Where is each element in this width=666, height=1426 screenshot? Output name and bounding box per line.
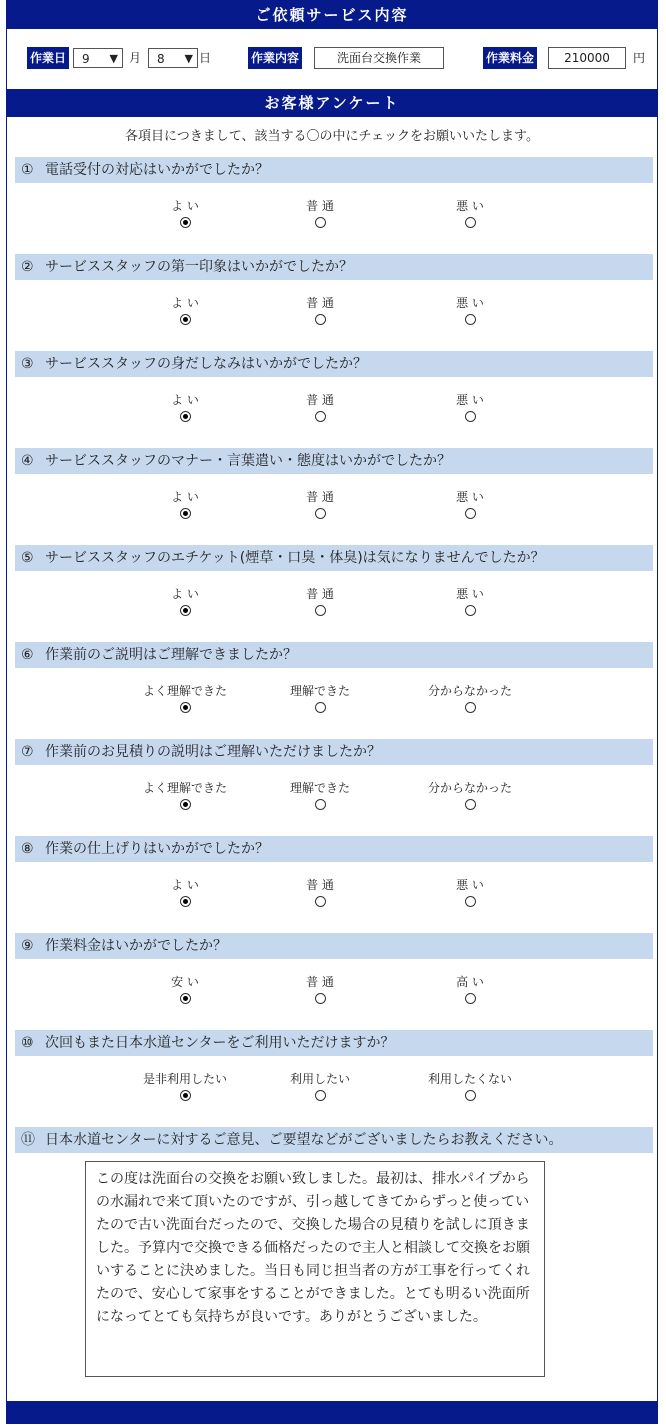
radio-button[interactable] <box>315 411 326 422</box>
answer-label: よ い <box>171 199 199 213</box>
service-details <box>7 29 657 89</box>
question-6 <box>15 642 653 668</box>
answer-option[interactable] <box>405 294 535 325</box>
work-fee-label: 作業料金 <box>483 47 537 69</box>
answer-option[interactable] <box>405 1070 535 1101</box>
answer-label: 悪 い <box>456 878 484 892</box>
radio-button[interactable] <box>465 1090 476 1101</box>
answer-option[interactable] <box>120 1070 250 1101</box>
answer-label: 高 い <box>456 975 484 989</box>
answer-label: よ い <box>171 878 199 892</box>
question-text: サービススタッフのエチケット(煙草・口臭・体臭)は気になりませんでしたか？ <box>45 550 545 566</box>
radio-button[interactable] <box>465 314 476 325</box>
answer-label: よ い <box>171 393 199 407</box>
question-number: ② <box>21 259 34 275</box>
answer-option[interactable] <box>120 585 250 616</box>
question-2 <box>15 254 653 280</box>
question-number: ④ <box>21 453 34 469</box>
comment-textarea[interactable]: この度は洗面台の交換をお願い致しました。最初は、排水パイプからの水漏れで来て頂いたのですが、引っ越してきてからずっと使っていたので古い洗面台だったので、交換した場合の見積りを試しに頂きました。予算内で交換できる価格だったので主人と相談して交換をお願いすることに決めました。当日も同じ担当者の方が工事を行ってくれたので、安心して家事をすることができました。とても明るい洗面所になってとても気持ちが良いです。ありがとうございました。 <box>85 1161 545 1377</box>
answer-label: よ い <box>171 490 199 504</box>
radio-button[interactable] <box>180 411 191 422</box>
answer-label: よく理解できた <box>142 684 227 698</box>
question-4 <box>15 448 653 474</box>
radio-button[interactable] <box>465 993 476 1004</box>
question-text: 電話受付の対応はいかがでしたか？ <box>45 162 269 178</box>
answer-label: 普 通 <box>306 878 334 892</box>
answer-option[interactable] <box>405 876 535 907</box>
answer-option[interactable] <box>405 585 535 616</box>
question-text: 日本水道センターに対するご意見、ご要望などがございましたらお教えください。 <box>45 1132 563 1148</box>
answer-option[interactable] <box>255 585 385 616</box>
answer-label: 理解できた <box>289 684 350 698</box>
question-7 <box>15 739 653 765</box>
radio-button[interactable] <box>315 993 326 1004</box>
answer-option[interactable] <box>255 197 385 228</box>
answer-option[interactable] <box>255 973 385 1004</box>
question-9 <box>15 933 653 959</box>
question-number: ⑨ <box>21 938 34 954</box>
work-content-label: 作業内容 <box>248 47 302 69</box>
month-value: 9 <box>82 52 90 66</box>
radio-button[interactable] <box>180 702 191 713</box>
survey-instructions: 各項目につきまして、該当する〇の中にチェックをお願いいたします。 <box>124 129 540 144</box>
answer-label: 理解できた <box>289 781 350 795</box>
question-text: 作業前のご説明はご理解できましたか？ <box>45 647 297 663</box>
question-1 <box>15 157 653 183</box>
answer-option[interactable] <box>255 779 385 810</box>
answer-option[interactable] <box>405 973 535 1004</box>
answer-option[interactable] <box>120 197 250 228</box>
question-3 <box>15 351 653 377</box>
radio-button[interactable] <box>315 605 326 616</box>
answer-option[interactable] <box>405 391 535 422</box>
answer-label: 普 通 <box>306 587 334 601</box>
answer-label: 是非利用したい <box>142 1072 227 1086</box>
answer-option[interactable] <box>405 197 535 228</box>
work-date-label: 作業日 <box>27 47 69 69</box>
radio-button[interactable] <box>180 993 191 1004</box>
radio-button[interactable] <box>315 1090 326 1101</box>
answer-label: 普 通 <box>306 296 334 310</box>
service-header: ご依頼サービス内容 <box>7 1 657 29</box>
question-text: 次回もまた日本水道センターをご利用いただけますか？ <box>45 1035 395 1051</box>
answer-option[interactable] <box>120 294 250 325</box>
radio-button[interactable] <box>180 799 191 810</box>
question-number: ⑤ <box>21 550 34 566</box>
footer-bar <box>7 1401 657 1423</box>
radio-button[interactable] <box>465 217 476 228</box>
answer-label: 分からなかった <box>427 781 512 795</box>
question-10 <box>15 1030 653 1056</box>
answer-label: 普 通 <box>306 975 334 989</box>
answer-option[interactable] <box>120 876 250 907</box>
question-8 <box>15 836 653 862</box>
question-text: 作業の仕上げりはいかがでしたか？ <box>45 841 269 857</box>
answer-label: 利用したくない <box>427 1072 512 1086</box>
answer-option[interactable] <box>120 488 250 519</box>
answer-label: よく理解できた <box>142 781 227 795</box>
answer-label: 普 通 <box>306 199 334 213</box>
radio-button[interactable] <box>180 1090 191 1101</box>
radio-button[interactable] <box>315 314 326 325</box>
radio-button[interactable] <box>465 896 476 907</box>
answer-option[interactable] <box>405 682 535 713</box>
answer-label: 悪 い <box>456 296 484 310</box>
month-select[interactable] <box>73 48 123 68</box>
question-number: ⑩ <box>21 1035 34 1051</box>
answer-option[interactable] <box>120 779 250 810</box>
question-text: 作業前のお見積りの説明はご理解いただけましたか？ <box>45 744 381 760</box>
answer-option[interactable] <box>120 973 250 1004</box>
radio-button[interactable] <box>465 702 476 713</box>
answer-label: 利用したい <box>289 1072 350 1086</box>
question-5 <box>15 545 653 571</box>
radio-button[interactable] <box>180 314 191 325</box>
radio-button[interactable] <box>465 411 476 422</box>
question-text: サービススタッフの身だしなみはいかがでしたか？ <box>45 356 367 372</box>
radio-button[interactable] <box>180 605 191 616</box>
work-fee-field[interactable]: 210000 <box>548 47 626 69</box>
answer-label: 悪 い <box>456 490 484 504</box>
day-unit: 日 <box>199 51 212 65</box>
question-text: 作業料金はいかがでしたか？ <box>45 938 227 954</box>
survey-header: お客様アンケート <box>7 89 657 117</box>
answer-option[interactable] <box>405 488 535 519</box>
chevron-down-icon: ▼ <box>109 52 118 65</box>
radio-button[interactable] <box>465 605 476 616</box>
answer-option[interactable] <box>255 391 385 422</box>
answer-option[interactable] <box>120 391 250 422</box>
answer-label: 安 い <box>171 975 199 989</box>
answer-option[interactable] <box>120 682 250 713</box>
answer-label: 悪 い <box>456 587 484 601</box>
answer-label: 悪 い <box>456 393 484 407</box>
question-number: ⑪ <box>21 1132 35 1148</box>
radio-button[interactable] <box>315 217 326 228</box>
answer-option[interactable] <box>255 294 385 325</box>
answer-label: 普 通 <box>306 490 334 504</box>
answer-option[interactable] <box>405 779 535 810</box>
answer-label: よ い <box>171 587 199 601</box>
answer-label: よ い <box>171 296 199 310</box>
day-select[interactable] <box>148 48 198 68</box>
question-text: サービススタッフの第一印象はいかがでしたか？ <box>45 259 353 275</box>
radio-button[interactable] <box>315 508 326 519</box>
answer-option[interactable] <box>255 682 385 713</box>
question-number: ⑦ <box>21 744 34 760</box>
month-unit: 月 <box>129 51 142 65</box>
question-number: ⑧ <box>21 841 34 857</box>
survey-frame <box>6 0 658 1424</box>
radio-button[interactable] <box>180 217 191 228</box>
fee-unit: 円 <box>633 51 646 65</box>
chevron-down-icon: ▼ <box>184 52 193 65</box>
work-content-field[interactable]: 洗面台交換作業 <box>314 47 444 69</box>
question-number: ③ <box>21 356 34 372</box>
answer-option[interactable] <box>255 488 385 519</box>
radio-button[interactable] <box>180 896 191 907</box>
answer-label: 普 通 <box>306 393 334 407</box>
radio-button[interactable] <box>465 799 476 810</box>
radio-button[interactable] <box>180 508 191 519</box>
radio-button[interactable] <box>465 508 476 519</box>
answer-option[interactable] <box>255 876 385 907</box>
answer-option[interactable] <box>255 1070 385 1101</box>
radio-button[interactable] <box>315 702 326 713</box>
radio-button[interactable] <box>315 799 326 810</box>
question-number: ① <box>21 162 34 178</box>
question-text: サービススタッフのマナー・言葉遣い・態度はいかがでしたか？ <box>45 453 451 469</box>
radio-button[interactable] <box>315 896 326 907</box>
question-number: ⑥ <box>21 647 34 663</box>
day-value: 8 <box>157 52 165 66</box>
answer-label: 分からなかった <box>427 684 512 698</box>
answer-label: 悪 い <box>456 199 484 213</box>
question-comment <box>15 1127 653 1153</box>
